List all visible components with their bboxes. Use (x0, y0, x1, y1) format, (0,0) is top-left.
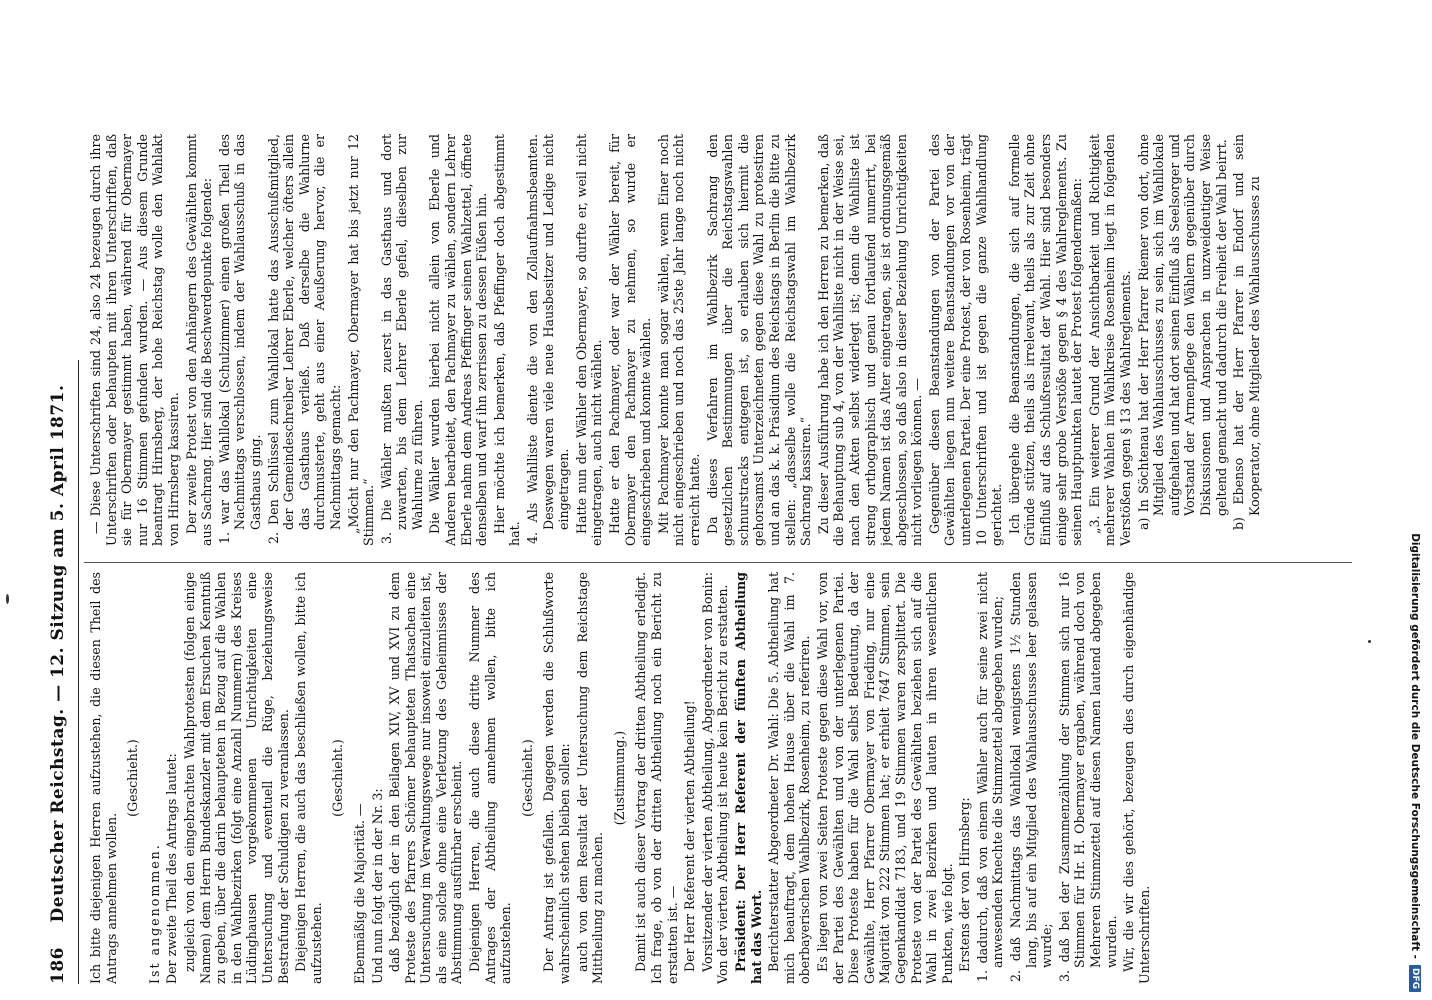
list-item: 2. Den Schlüssel zum Wahllokal hatte das Ausschußmitglied, der Gemeindeschreiber Lehrer Eberle, welcher öfters allein das Gasthaus verließ. Daß derselbe die Wahlurne durchmusterte, geht aus einer Aeußerung hervor, die er Nachmittags gemacht: (265, 134, 343, 544)
paragraph: Hier möchte ich bemerken, daß Pfeffinger doch abgestimmt hat. (491, 134, 523, 546)
paragraph: Gegenüber diesen Beanstandungen von der Partei des Gewählten liegen nun weitere Beanstandungen vor von der unterlegenen Partei. Der eine Protest, der von Rosenheim, trägt 10 Unterschriften und ist gegen die ganze Wahlhandlung gerichtet. (926, 134, 1005, 546)
paragraph: Der Herr Referent der vierten Abtheilung! (682, 700, 698, 972)
speech-paragraph: Präsident: Der Herr Referent der fünften Abtheilung hat das Wort. (732, 572, 764, 984)
page-header-title: Deutscher Reichstag. — 12. Sitzung am 5. April 1871. (48, 384, 68, 923)
paragraph: Und nun folgt der in der Nr. 3: (369, 788, 385, 984)
paragraph: — Diese Unterschriften sind 24, also 24 bezeugen durch ihre Unterschriften oder behaupten mit ihren Unterschriften, daß sie für Obermayer gestimmt haben, während für Obermayer nur 16 Stimmen gefunden wurden. — Aus diesem Grunde beantragt Hirnsberg, der hohe Reichstag wolle den Wahlakt von Hirnsberg kassiren. (88, 134, 181, 546)
paragraph: Damit ist auch dieser Vortrag der dritten Abtheilung erledigt. Ich frage, ob von der dritten Abtheilung noch ein Bericht zu erstatten ist. — (633, 572, 680, 984)
paragraph: Erstens der von Hirnsberg: (957, 797, 973, 972)
paragraph: Ist angenommen. (146, 843, 162, 984)
stage-direction: (Zustimmung.) (611, 730, 627, 826)
paragraph: Zu dieser Ausführung habe ich den Herren zu bemerken, daß die Behauptung sub 4, von der Wahlliste nicht in der Weise sei, nach den Akten selbst widerlegt ist; denn die Wahlliste ist streng orthographisch und genau fortlaufend numerirt, bei jedem Namen ist das Alter eingetragen, sie ist ordnungsgemäß abgeschlossen, so daß also in dieser Beziehung Unrichtigkeiten nicht vorliegen können. — (815, 134, 925, 546)
paragraph: Ebenmäßig die Majorität. — (351, 803, 367, 984)
paragraph: Da dieses Verfahren im Wahlbezirk Sachrang den gesetzlichen Bestimmungen über die Reichstagswahlen schnurstracks entgegen ist, so erlauben sich hiermit die gehorsamst Unterzeichneten gegen diese Wahl zu protestiren und an das k. k. Präsidium des Reichstags in Berlin die Bitte zu stellen: „dasselbe wolle die Reichstagswahl im Wahlbezirk Sachrang kassiren.“ (704, 134, 814, 546)
quoted-motion: daß bezüglich der in den Beilagen XIV, XV und XVI zu dem Proteste des Pfarrers Schömer behaupteten Thatsachen eine Untersuchung im Verwaltungswege nur insoweit einzuleiten ist, als eine solche ohne eine Verletzung des Geheimnisses der Abstimmung ausführbar erscheint. (387, 572, 465, 984)
list-item: b) Ebenso hat der Herr Pfarrer in Endorf und sein Kooperator, ohne Mitglieder des Wahlausschusses zu (1231, 134, 1262, 530)
speech-paragraph: Berichterstatter Abgeordneter Dr. Wahl: Die 5. Abtheilung hat mich beauftragt, dem hohen Hause über die Wahl im 7. oberbayerischen Wahlbezirk, Rosenheim, zu referiren. (766, 572, 813, 984)
paragraph: Mit Pachmayer konnte man sogar wählen, wenn Einer noch nicht eingeschrieben und noch das 25ste Jahr lange noch nicht erreicht hatte. (655, 134, 702, 546)
paragraph: Ich übergehe die Beanstandungen, die sich auf formelle Gründe stützen, theils als irrelevant, theils als zur Zeit ohne Einfluß auf das Schlußresultat der Wahl. Hier sind besonders einige sehr grobe Verstöße gegen § 4 des Wahlreglements. Zu seinen Hauptpunkten lautet der Protest folgendermaßen: (1006, 134, 1085, 546)
right-column (88, 134, 1348, 546)
column-divider (84, 562, 1352, 563)
quoted-motion: zugleich von den eingebrachten Wahlprotesten (folgen einige Namen) dem Herrn Bundeskanzler mit dem Ersuchen Kenntniß zu geben, über die darin behaupteten in Bezug auf die Wahlen in den Wahlbezirken (folgt eine Anzahl Nummern) des Kreises Lüdinghausen vorgekommenen Unrichtigkeiten eine Untersuchung und eventuell die Rüge, beziehungsweise Bestrafung der Schuldigen zu veranlassen. (181, 572, 291, 984)
paragraph: Der zweite Protest von den Anhängern des Gewählten kommt aus Sachrang. Hier sind die Beschwerdepunkte folgende: (183, 134, 215, 546)
paragraph: Hatte er den Pachmayer, oder war der Wähler bereit, für Obermayer den Pachmayer zu nehmen, so wurde er eingeschrieben und konnte wählen. (607, 134, 654, 546)
list-item: 4. Als Wahlliste diente die von den Zollaufnahmsbeamten. Deswegen waren viele neue Hausbesitzer und Ledige nicht eingetragen. (525, 134, 572, 544)
list-item: 3. daß bei der Zusammenzählung der Stimmen sich nur 16 Stimmen für Hr. H. Obermayer ergaben, während doch von Mehreren Stimmzettel auf diesen Namen lautend abgegeben wurden. (1056, 572, 1119, 982)
list-item: 1. war das Wahllokal (Schulzimmer) einen großen Theil des Nachmittags verschlossen, indem der Wahlausschuß in das Gasthaus ging. (216, 134, 263, 544)
quotation: „Möcht nur den Pachmayer, Obermayer hat bis jetzt nur 12 Stimmen.“ (345, 134, 377, 546)
digitization-credit (1402, 8, 1428, 992)
scan-speck (1368, 640, 1371, 643)
speech-paragraph: Vorsitzender der vierten Abtheilung, Abgeordneter von Bonin: Von der vierten Abtheilung ist heute kein Bericht zu erstatten. (699, 572, 731, 984)
paragraph: Diejenigen Herren, die auch das beschließen wollen, bitte ich aufzustehen. (293, 572, 324, 984)
scan-speck (6, 594, 9, 604)
paragraph: Der Antrag ist gefallen. Dagegen werden die Schlußworte wahrscheinlich stehen bleiben sollen: (541, 572, 573, 984)
paragraph: Es liegen von zwei Seiten Proteste gegen diese Wahl vor, von der Partei des Gewählten und von der unterlegenen Partei. Diese Proteste haben für die Wahl selbst Bedeutung, da der Gewählte, Herr Pfarrer Obermayer von Frieding, nur eine Majorität von 222 Stimmen hat; er erhielt 7647 Stimmen, sein Gegenkandidat 7183, und 19 Stimmen waren zersplittert. Die Proteste von der Partei des Gewählten beziehen sich auf die Wahl in zwei Bezirken und lauten in ihren wesentlichen Punkten, wie folgt. (814, 572, 955, 984)
credit-text: Digitalisierung gefördert durch die Deutsche Forschungsgemeinschaft - (1409, 533, 1421, 959)
list-item: 3. Die Wähler mußten zuerst in das Gasthaus und dort zuwarten, bis dem Lehrer Eberle gefiel, dieselben zur Wahlurne zu führen. (378, 134, 425, 544)
paragraph: Diejenigen Herren, die auch diese dritte Nummer des Antrages der Abtheilung annehmen wollen, bitte ich aufzustehen. (467, 572, 514, 984)
stage-direction: (Geschieht.) (519, 739, 535, 817)
running-head (48, 360, 79, 984)
quoted-motion: auch von dem Resultat der Untersuchung dem Reichstage Mittheilung zu machen. (574, 572, 606, 984)
stage-direction: (Geschieht.) (330, 739, 346, 817)
list-item: a) In Söchtenau hat der Herr Pfarrer Riemer von dort, ohne Mitglied des Wahlausschusses zu sein, sich im Wahllokale aufgehalten und hat dort seinen Einfluß als Seelsorger und Vorstand der Armenpflege den Wählern gegenüber durch Diskussionen und Ansprachen in unzweideutiger Weise geltend gemacht und dadurch die Freiheit der Wahl beirrt. (1135, 134, 1229, 530)
stage-direction: (Geschieht.) (125, 739, 141, 817)
paragraph: Wir, die wir dies gehört, bezeugen dies durch eigenhändige Unterschriften. (1121, 572, 1152, 984)
paragraph: Ich bitte diejenigen Herren aufzustehen, die diesen Theil des Antrags annehmen wollen. (88, 572, 119, 984)
list-item: 1. dadurch, daß von einem Wähler auch für seine zwei nicht anwesenden Knechte die Stimmzettel abgegeben wurden; (974, 572, 1006, 982)
paragraph: „3. Ein weiterer Grund der Ansichtbarkeit und Richtigkeit mehrerer Wahlen im Wahlkreise Rosenheim liegt in folgenden Verstößen gegen § 13 des Wahlreglements. (1086, 134, 1133, 546)
paragraph: Hatte nun der Wähler den Obermayer, so durfte er, weil nicht eingetragen, auch nicht wählen. (573, 134, 605, 546)
page-number: 186 (48, 947, 68, 984)
left-column (88, 572, 1348, 984)
list-item: 2. daß Nachmittags das Wahllokal wenigstens 1½ Stunden lang, bis auf ein Mitglied des Wahlausschusses leer gelassen wurde; (1008, 572, 1055, 982)
dfg-logo: DFG (1409, 965, 1421, 992)
paragraph: Der zweite Theil des Antrags lautet: (164, 753, 180, 984)
paragraph: Die Wähler wurden hierbei nicht allein von Eberle und Anderen bearbeitet, den Pachmayer zu wählen, sondern Lehrer Eberle nahm dem Andreas Pfeffinger seinen Wahlzettel, öffnete denselben und warf ihn zerrissen zu dessen Füßen hin. (427, 134, 490, 546)
